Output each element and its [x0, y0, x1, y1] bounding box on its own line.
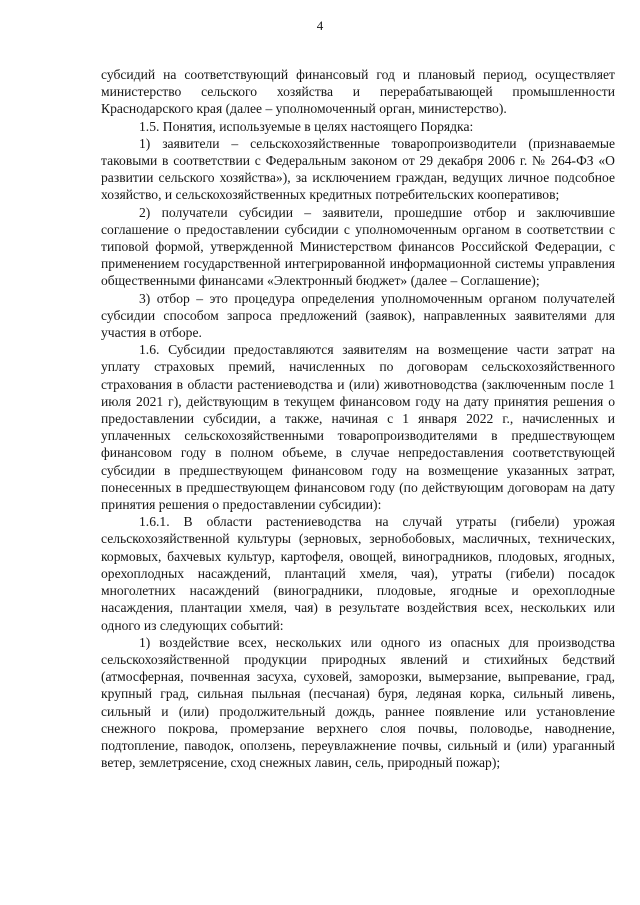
paragraph-definition-recipients: 2) получатели субсидии – заявители, прошедшие отбор и заключившие соглашение о предоставлении субсидии с уполномоченным органом в соответствии с типовой формой, утвержденной Министерством финансов Российской Федерации, с применением государственной интегрированной информационной системы управления общественными финансами «Электронный бюджет» (далее – Соглашение); — [101, 204, 615, 289]
paragraph-1-6: 1.6. Субсидии предоставляются заявителям на возмещение части затрат на уплату страховых премий, начисленных по договорам сельскохозяйственного страхования в области растениеводства и (или) животноводства (заключенным после 1 июля 2021 г), действующим в текущем финансовом году на дату принятия решения о предоставлении субсидии, а также, начиная с 1 января 2022 г., начисленных и уплаченных сельскохозяйственными товаропроизводителями в предшествующем финансовом году в полном объеме, в случае непредоставления соответствующей субсидии в предшествующем финансовом году на возмещение указанных затрат, понесенных в предшествующем финансовом году (по действующим договорам на дату принятия решения о предоставлении субсидии): — [101, 342, 615, 513]
document-body — [101, 66, 615, 771]
paragraph-1-6-1: 1.6.1. В области растениеводства на случай утраты (гибели) урожая сельскохозяйственной культуры (зерновых, зернобобовых, масличных, технических, кормовых, бахчевых культур, картофеля, овощей, виноградников, плодовых, ягодных, орехоплодных насаждений, плантаций хмеля, чая), утраты (гибели) посадок многолетних насаждений (виноградники, плодовые, ягодные и орехоплодные насаждения, плантации хмеля, чая) в результате воздействия всех, нескольких или одного из следующих событий: — [101, 514, 615, 633]
paragraph-definition-applicants: 1) заявители – сельскохозяйственные товаропроизводители (признаваемые таковыми в соответствии с Федеральным законом от 29 декабря 2006 г. № 264-ФЗ «О развитии сельского хозяйства»), за исключением граждан, ведущих личное подсобное хозяйство, и сельскохозяйственных кредитных потребительских кооперативов; — [101, 135, 615, 203]
paragraph-definition-selection: 3) отбор – это процедура определения уполномоченным органом получателей субсидии способом запроса предложений (заявок), направленных заявителями для участия в отборе. — [101, 290, 615, 341]
page-number: 4 — [316, 18, 324, 33]
paragraph-natural-hazards: 1) воздействие всех, нескольких или одного из опасных для производства сельскохозяйственной продукции природных явлений и стихийных бедствий (атмосферная, почвенная засуха, суховей, заморозки, вымерзание, выпревание, град, крупный град, сильная пыльная (песчаная) буря, ледяная корка, сильный ливень, сильный и (или) продолжительный дождь, раннее появление или установление снежного покрова, промерзание верхнего слоя почвы, половодье, наводнение, подтопление, паводок, оползень, переувлажнение почвы, сильный и (или) ураганный ветер, землетрясение, сход снежных лавин, сель, природный пожар); — [101, 634, 615, 771]
paragraph-continuation: субсидий на соответствующий финансовый год и плановый период, осуществляет министерство сельского хозяйства и перерабатывающей промышленности Краснодарского края (далее – уполномоченный орган, министерство). — [101, 67, 615, 117]
paragraph-1-5-heading: 1.5. Понятия, используемые в целях настоящего Порядка: — [139, 118, 474, 134]
